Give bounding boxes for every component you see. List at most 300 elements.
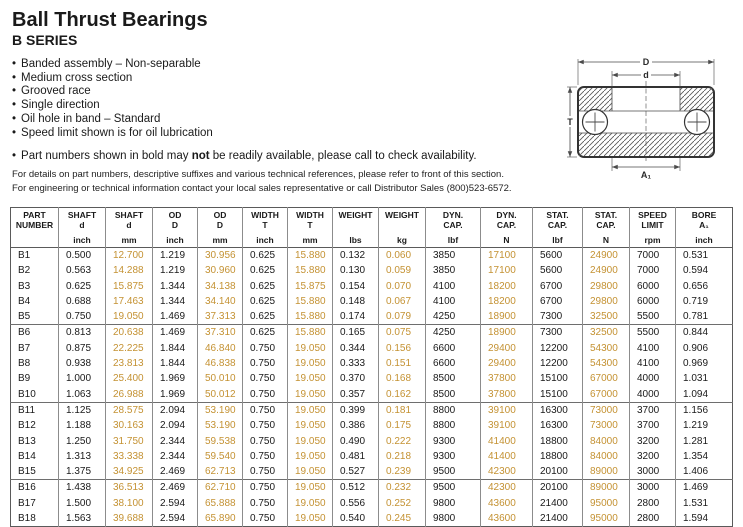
value-cell: 3850 <box>426 263 481 278</box>
part-number-cell: B2 <box>18 265 31 277</box>
value-cell: 1.156 <box>676 402 733 418</box>
value-cell: 17.463 <box>106 294 153 309</box>
value-cell: 0.750 <box>243 464 288 480</box>
value-cell: 19.050 <box>288 387 333 403</box>
value-cell: 0.938 <box>59 356 106 371</box>
value-cell: 1.344 <box>153 279 198 294</box>
ball-left <box>583 110 608 135</box>
value-cell: 50.012 <box>198 387 243 403</box>
value-cell: 0.875 <box>59 341 106 356</box>
value-cell: 15100 <box>533 387 583 403</box>
value-cell: 39100 <box>481 418 533 433</box>
value-cell: 0.070 <box>379 279 426 294</box>
value-cell: 16300 <box>533 402 583 418</box>
value-cell: 0.750 <box>243 496 288 511</box>
value-cell: 3200 <box>630 449 676 464</box>
value-cell: 3850 <box>426 248 481 264</box>
value-cell: 1.031 <box>676 371 733 386</box>
value-cell: 19.050 <box>288 371 333 386</box>
value-cell: 1.438 <box>59 480 106 496</box>
value-cell: 0.531 <box>676 248 733 264</box>
value-cell: 0.750 <box>243 371 288 386</box>
value-cell: 0.239 <box>379 464 426 480</box>
value-cell: 4100 <box>426 294 481 309</box>
row-group <box>11 480 733 527</box>
value-cell: 21400 <box>533 496 583 511</box>
value-cell: 0.750 <box>243 341 288 356</box>
value-cell: 1.281 <box>676 434 733 449</box>
part-number-cell: B9 <box>18 373 31 385</box>
dim-label-T: T <box>567 117 573 127</box>
part-number-cell: B4 <box>18 295 31 307</box>
value-cell: 3700 <box>630 402 676 418</box>
value-cell: 19.050 <box>288 356 333 371</box>
value-cell: 5500 <box>630 325 676 341</box>
table-header <box>11 208 733 248</box>
value-cell: 9300 <box>426 434 481 449</box>
value-cell: 6700 <box>533 279 583 294</box>
table-row <box>11 464 733 480</box>
value-cell: 24900 <box>583 248 630 264</box>
value-cell: 0.688 <box>59 294 106 309</box>
part-number-cell: B14 <box>18 450 36 462</box>
value-cell: 0.168 <box>379 371 426 386</box>
value-cell: 3700 <box>630 418 676 433</box>
table-row <box>11 496 733 511</box>
value-cell: 14.288 <box>106 263 153 278</box>
part-number-cell: B8 <box>18 358 31 370</box>
table-row <box>11 279 733 294</box>
value-cell: 46.838 <box>198 356 243 371</box>
value-cell: 12200 <box>533 341 583 356</box>
table-row <box>11 371 733 386</box>
value-cell: 6600 <box>426 356 481 371</box>
fine-print-line-1: For details on part numbers, descriptive suffixes and various technical references, please refer to front of this section. <box>12 169 504 181</box>
value-cell: 29800 <box>583 294 630 309</box>
value-cell: 19.050 <box>288 511 333 527</box>
value-cell: 0.719 <box>676 294 733 309</box>
value-cell: 54300 <box>583 341 630 356</box>
value-cell: 19.050 <box>288 480 333 496</box>
value-cell: 0.130 <box>333 263 379 278</box>
column-header: SPEED LIMIT rpm <box>630 208 676 248</box>
value-cell: 84000 <box>583 434 630 449</box>
column-header: SHAFT d inch <box>59 208 106 248</box>
value-cell: 34.140 <box>198 294 243 309</box>
value-cell: 1.250 <box>59 434 106 449</box>
value-cell: 32500 <box>583 309 630 325</box>
page-subtitle: B SERIES <box>12 32 78 48</box>
value-cell: 18900 <box>481 325 533 341</box>
column-header: STAT. CAP. N <box>583 208 630 248</box>
value-cell: 0.750 <box>243 449 288 464</box>
value-cell: 39100 <box>481 402 533 418</box>
value-cell: 59.538 <box>198 434 243 449</box>
value-cell: 0.357 <box>333 387 379 403</box>
value-cell: 3200 <box>630 434 676 449</box>
value-cell: 36.513 <box>106 480 153 496</box>
value-cell: 37.313 <box>198 309 243 325</box>
value-cell: 0.333 <box>333 356 379 371</box>
value-cell: 15.880 <box>288 294 333 309</box>
value-cell: 19.050 <box>288 418 333 433</box>
column-header: BORE A₁ inch <box>676 208 733 248</box>
value-cell: 0.148 <box>333 294 379 309</box>
catalog-page <box>0 9 743 525</box>
part-number-cell: B12 <box>18 420 36 432</box>
value-cell: 0.399 <box>333 402 379 418</box>
value-cell: 15.875 <box>288 279 333 294</box>
value-cell: 0.656 <box>676 279 733 294</box>
value-cell: 18200 <box>481 294 533 309</box>
part-number-cell: B10 <box>18 388 36 400</box>
value-cell: 1.469 <box>676 480 733 496</box>
value-cell: 62.713 <box>198 464 243 480</box>
value-cell: 17100 <box>481 263 533 278</box>
column-header: PART NUMBER <box>15 210 54 230</box>
dim-label-d: d <box>643 70 649 80</box>
value-cell: 0.625 <box>243 263 288 278</box>
value-cell: 62.710 <box>198 480 243 496</box>
value-cell: 37800 <box>481 387 533 403</box>
value-cell: 18900 <box>481 309 533 325</box>
value-cell: 1.594 <box>676 511 733 527</box>
value-cell: 28.575 <box>106 402 153 418</box>
table-row <box>11 418 733 433</box>
value-cell: 0.625 <box>59 279 106 294</box>
part-number-cell: B18 <box>18 513 36 525</box>
value-cell: 4100 <box>426 279 481 294</box>
value-cell: 6000 <box>630 279 676 294</box>
value-cell: 0.625 <box>243 279 288 294</box>
value-cell: 1.500 <box>59 496 106 511</box>
value-cell: 34.138 <box>198 279 243 294</box>
value-cell: 42300 <box>481 480 533 496</box>
value-cell: 39.688 <box>106 511 153 527</box>
value-cell: 0.750 <box>243 480 288 496</box>
row-group <box>11 325 733 402</box>
value-cell: 30.956 <box>198 248 243 264</box>
value-cell: 0.067 <box>379 294 426 309</box>
column-header: WIDTH T inch <box>243 208 288 248</box>
value-cell: 89000 <box>583 464 630 480</box>
value-cell: 0.154 <box>333 279 379 294</box>
value-cell: 25.400 <box>106 371 153 386</box>
part-number-cell: B11 <box>18 404 36 416</box>
value-cell: 0.750 <box>243 402 288 418</box>
value-cell: 0.156 <box>379 341 426 356</box>
value-cell: 2.594 <box>153 511 198 527</box>
value-cell: 89000 <box>583 480 630 496</box>
value-cell: 4000 <box>630 387 676 403</box>
row-group <box>11 248 733 325</box>
feature-item: • Grooved race <box>12 85 743 99</box>
table-row <box>11 248 733 264</box>
value-cell: 65.888 <box>198 496 243 511</box>
feature-item: • Medium cross section <box>12 72 743 86</box>
feature-item: • Banded assembly – Non-separable <box>12 58 743 72</box>
value-cell: 0.232 <box>379 480 426 496</box>
note-text-bold: not <box>191 150 210 163</box>
column-header: SHAFT d mm <box>106 208 153 248</box>
value-cell: 5600 <box>533 263 583 278</box>
value-cell: 7000 <box>630 263 676 278</box>
value-cell: 7300 <box>533 325 583 341</box>
value-cell: 2.469 <box>153 480 198 496</box>
value-cell: 37.310 <box>198 325 243 341</box>
value-cell: 0.132 <box>333 248 379 264</box>
value-cell: 17100 <box>481 248 533 264</box>
value-cell: 8800 <box>426 418 481 433</box>
value-cell: 0.906 <box>676 341 733 356</box>
value-cell: 0.481 <box>333 449 379 464</box>
part-number-cell: B6 <box>18 327 31 339</box>
value-cell: 0.245 <box>379 511 426 527</box>
column-header: OD D mm <box>198 208 243 248</box>
value-cell: 0.813 <box>59 325 106 341</box>
part-number-cell: B15 <box>18 466 36 478</box>
value-cell: 19.050 <box>288 434 333 449</box>
value-cell: 41400 <box>481 449 533 464</box>
value-cell: 18800 <box>533 449 583 464</box>
table-row <box>11 434 733 449</box>
page-title: Ball Thrust Bearings <box>12 9 208 31</box>
value-cell: 18200 <box>481 279 533 294</box>
table-header-row <box>11 208 733 248</box>
column-header: DYN. CAP. N <box>481 208 533 248</box>
table-row <box>11 356 733 371</box>
value-cell: 0.540 <box>333 511 379 527</box>
value-cell: 0.218 <box>379 449 426 464</box>
value-cell: 0.594 <box>676 263 733 278</box>
table-row <box>11 309 733 325</box>
value-cell: 34.925 <box>106 464 153 480</box>
value-cell: 0.059 <box>379 263 426 278</box>
value-cell: 1.094 <box>676 387 733 403</box>
value-cell: 1.000 <box>59 371 106 386</box>
value-cell: 0.222 <box>379 434 426 449</box>
value-cell: 73000 <box>583 418 630 433</box>
value-cell: 43600 <box>481 511 533 527</box>
value-cell: 0.563 <box>59 263 106 278</box>
value-cell: 46.840 <box>198 341 243 356</box>
value-cell: 2.594 <box>153 496 198 511</box>
value-cell: 1.844 <box>153 356 198 371</box>
value-cell: 1.469 <box>153 325 198 341</box>
value-cell: 0.750 <box>243 387 288 403</box>
feature-item: • Single direction <box>12 99 743 113</box>
value-cell: 0.252 <box>379 496 426 511</box>
value-cell: 20100 <box>533 480 583 496</box>
value-cell: 12200 <box>533 356 583 371</box>
value-cell: 1.531 <box>676 496 733 511</box>
value-cell: 1.188 <box>59 418 106 433</box>
value-cell: 84000 <box>583 449 630 464</box>
value-cell: 0.151 <box>379 356 426 371</box>
value-cell: 1.219 <box>153 263 198 278</box>
value-cell: 15.880 <box>288 263 333 278</box>
value-cell: 1.219 <box>676 418 733 433</box>
value-cell: 0.527 <box>333 464 379 480</box>
part-number-cell: B3 <box>18 280 31 292</box>
value-cell: 3000 <box>630 464 676 480</box>
value-cell: 19.050 <box>106 309 153 325</box>
value-cell: 37800 <box>481 371 533 386</box>
value-cell: 4000 <box>630 371 676 386</box>
value-cell: 19.050 <box>288 341 333 356</box>
value-cell: 0.500 <box>59 248 106 264</box>
value-cell: 4250 <box>426 309 481 325</box>
value-cell: 0.625 <box>243 325 288 341</box>
value-cell: 54300 <box>583 356 630 371</box>
fine-print-line-2: For engineering or technical information contact your local sales representative or call Distributor Sales (800)523-6572. <box>12 183 512 195</box>
value-cell: 1.063 <box>59 387 106 403</box>
value-cell: 1.969 <box>153 371 198 386</box>
value-cell: 67000 <box>583 387 630 403</box>
value-cell: 0.386 <box>333 418 379 433</box>
value-cell: 5500 <box>630 309 676 325</box>
value-cell: 0.512 <box>333 480 379 496</box>
ball-right <box>685 110 710 135</box>
value-cell: 8800 <box>426 402 481 418</box>
value-cell: 1.406 <box>676 464 733 480</box>
value-cell: 23.813 <box>106 356 153 371</box>
value-cell: 0.750 <box>59 309 106 325</box>
value-cell: 1.344 <box>153 294 198 309</box>
value-cell: 0.750 <box>243 511 288 527</box>
value-cell: 30.960 <box>198 263 243 278</box>
value-cell: 50.010 <box>198 371 243 386</box>
value-cell: 3000 <box>630 480 676 496</box>
value-cell: 6700 <box>533 294 583 309</box>
table-row <box>11 511 733 527</box>
table-row <box>11 263 733 278</box>
value-cell: 31.750 <box>106 434 153 449</box>
value-cell: 15.880 <box>288 325 333 341</box>
value-cell: 29800 <box>583 279 630 294</box>
value-cell: 9500 <box>426 464 481 480</box>
bearings-table <box>10 207 733 527</box>
value-cell: 19.050 <box>288 496 333 511</box>
value-cell: 32500 <box>583 325 630 341</box>
value-cell: 0.625 <box>243 248 288 264</box>
value-cell: 0.370 <box>333 371 379 386</box>
table-row <box>11 294 733 309</box>
part-number-cell: B13 <box>18 435 36 447</box>
value-cell: 5600 <box>533 248 583 264</box>
value-cell: 19.050 <box>288 449 333 464</box>
value-cell: 29400 <box>481 356 533 371</box>
value-cell: 29400 <box>481 341 533 356</box>
value-cell: 20100 <box>533 464 583 480</box>
table-row <box>11 387 733 403</box>
value-cell: 18800 <box>533 434 583 449</box>
value-cell: 2.344 <box>153 434 198 449</box>
column-header: STAT. CAP. lbf <box>533 208 583 248</box>
value-cell: 0.781 <box>676 309 733 325</box>
value-cell: 0.344 <box>333 341 379 356</box>
value-cell: 0.079 <box>379 309 426 325</box>
value-cell: 1.469 <box>153 309 198 325</box>
part-number-cell: B7 <box>18 342 31 354</box>
value-cell: 6000 <box>630 294 676 309</box>
value-cell: 0.490 <box>333 434 379 449</box>
table-row <box>11 402 733 418</box>
value-cell: 24900 <box>583 263 630 278</box>
value-cell: 6600 <box>426 341 481 356</box>
value-cell: 0.750 <box>243 418 288 433</box>
value-cell: 4250 <box>426 325 481 341</box>
part-number-cell: B1 <box>18 250 31 261</box>
value-cell: 0.165 <box>333 325 379 341</box>
value-cell: 19.050 <box>288 464 333 480</box>
value-cell: 15.875 <box>106 279 153 294</box>
value-cell: 1.969 <box>153 387 198 403</box>
feature-item: • Speed limit shown is for oil lubrication <box>12 127 743 141</box>
column-header: OD D inch <box>153 208 198 248</box>
value-cell: 15100 <box>533 371 583 386</box>
note-text-suffix: be readily available, please call to check availability. <box>209 150 477 163</box>
value-cell: 2.344 <box>153 449 198 464</box>
value-cell: 1.844 <box>153 341 198 356</box>
value-cell: 2.094 <box>153 418 198 433</box>
dim-label-A1: A₁ <box>640 170 652 179</box>
value-cell: 2.094 <box>153 402 198 418</box>
table-row <box>11 325 733 341</box>
value-cell: 0.750 <box>243 356 288 371</box>
value-cell: 1.219 <box>153 248 198 264</box>
value-cell: 15.880 <box>288 248 333 264</box>
value-cell: 2.469 <box>153 464 198 480</box>
value-cell: 42300 <box>481 464 533 480</box>
value-cell: 7300 <box>533 309 583 325</box>
value-cell: 30.163 <box>106 418 153 433</box>
value-cell: 0.174 <box>333 309 379 325</box>
value-cell: 1.375 <box>59 464 106 480</box>
value-cell: 12.700 <box>106 248 153 264</box>
value-cell: 26.988 <box>106 387 153 403</box>
value-cell: 9500 <box>426 480 481 496</box>
value-cell: 9800 <box>426 511 481 527</box>
value-cell: 4100 <box>630 341 676 356</box>
bullet-icon: • <box>12 150 17 163</box>
column-header: WEIGHT kg <box>379 208 426 248</box>
value-cell: 0.181 <box>379 402 426 418</box>
dim-label-D: D <box>642 57 650 67</box>
table-row <box>11 341 733 356</box>
value-cell: 1.354 <box>676 449 733 464</box>
value-cell: 53.190 <box>198 418 243 433</box>
value-cell: 33.338 <box>106 449 153 464</box>
part-number-cell: B16 <box>18 482 36 494</box>
value-cell: 2800 <box>630 511 676 527</box>
value-cell: 0.625 <box>243 294 288 309</box>
value-cell: 95000 <box>583 496 630 511</box>
value-cell: 8500 <box>426 371 481 386</box>
value-cell: 19.050 <box>288 402 333 418</box>
value-cell: 1.125 <box>59 402 106 418</box>
value-cell: 41400 <box>481 434 533 449</box>
feature-item: • Oil hole in band – Standard <box>12 113 743 127</box>
value-cell: 65.890 <box>198 511 243 527</box>
value-cell: 0.075 <box>379 325 426 341</box>
table-row <box>11 449 733 464</box>
value-cell: 0.175 <box>379 418 426 433</box>
column-header: WIDTH T mm <box>288 208 333 248</box>
value-cell: 7000 <box>630 248 676 264</box>
value-cell: 73000 <box>583 402 630 418</box>
value-cell: 1.313 <box>59 449 106 464</box>
